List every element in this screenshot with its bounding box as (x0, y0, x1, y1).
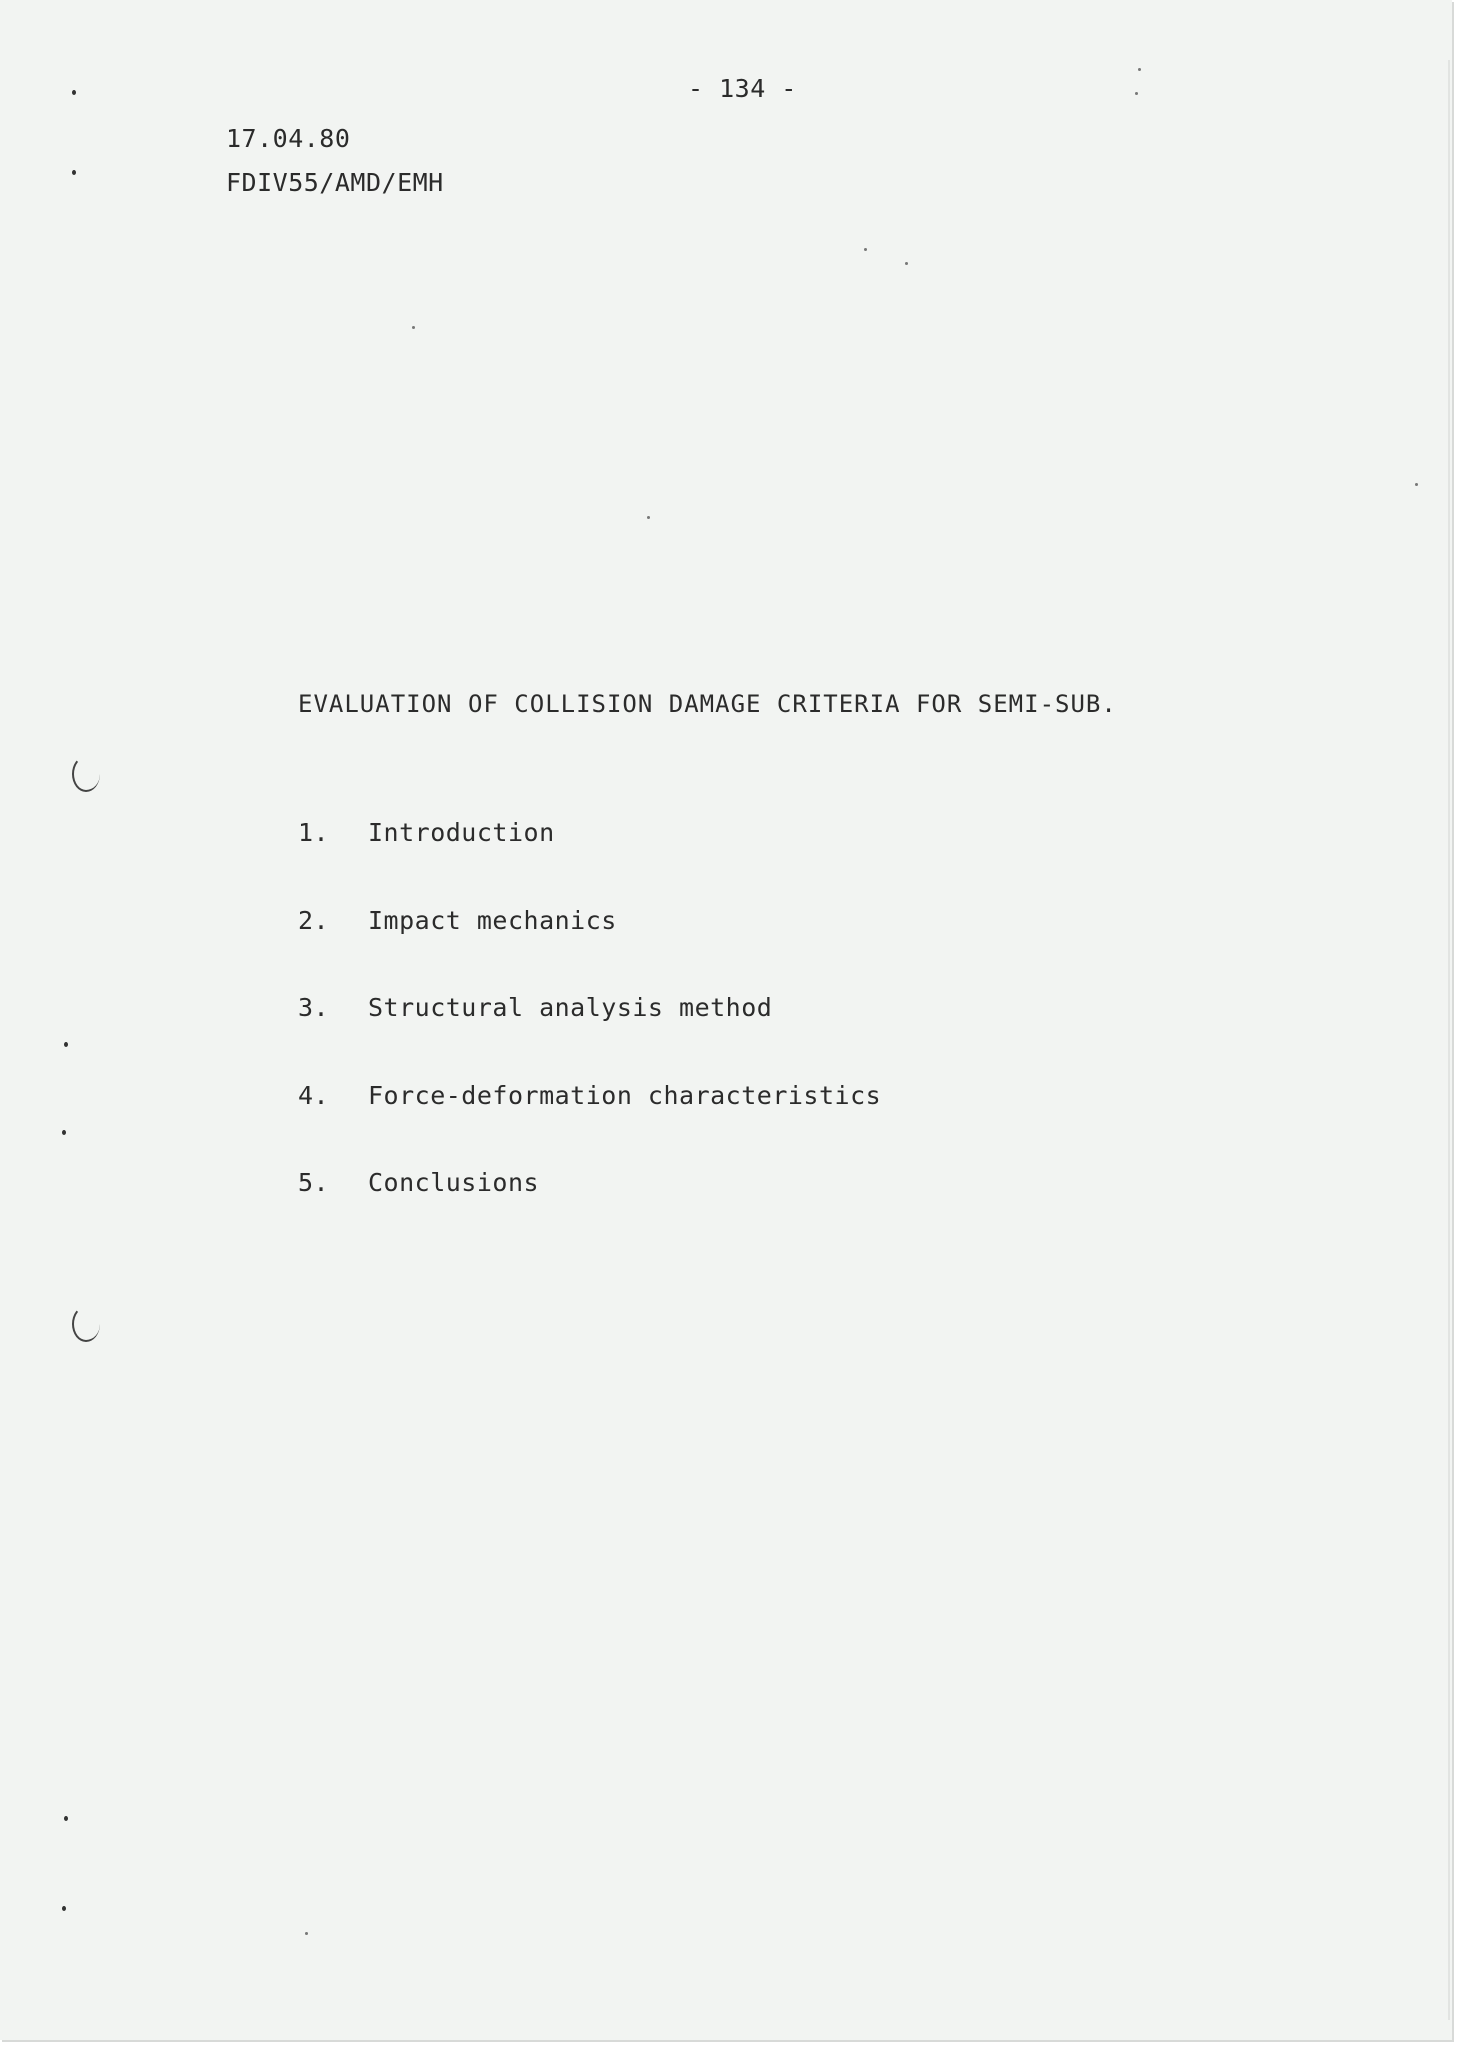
toc-item-label: Impact mechanics (368, 905, 617, 935)
table-of-contents (298, 818, 881, 1256)
margin-mark (62, 1130, 66, 1135)
document-reference: FDIV55/AMD/EMH (226, 168, 444, 197)
scan-speck (905, 262, 908, 265)
toc-item-label: Conclusions (368, 1168, 540, 1197)
toc-item-number: 5. (298, 1168, 330, 1197)
toc-item-introduction (298, 818, 881, 906)
scan-speck (647, 516, 650, 519)
toc-item-impact-mechanics (298, 906, 881, 994)
document-title: EVALUATION OF COLLISION DAMAGE CRITERIA FOR SEMI-SUB. (298, 690, 1117, 718)
punch-hole-mark (72, 756, 100, 792)
scan-speck (1135, 92, 1138, 95)
page-number: - 134 - (688, 74, 797, 103)
toc-item-number: 4. (298, 1080, 330, 1110)
toc-item-label: Force-deformation characteristics (368, 1080, 882, 1110)
toc-item-force-deformation (298, 1081, 881, 1169)
toc-item-number: 3. (298, 993, 330, 1022)
document-date: 17.04.80 (226, 124, 351, 153)
margin-mark (72, 170, 76, 175)
margin-mark (64, 1042, 68, 1047)
scan-speck (412, 326, 415, 329)
margin-mark (64, 1816, 68, 1821)
margin-mark (62, 1906, 66, 1911)
toc-item-number: 1. (298, 818, 330, 847)
scan-speck (1138, 68, 1141, 71)
margin-mark (72, 90, 76, 95)
punch-hole-mark (72, 1306, 100, 1342)
toc-item-label: Introduction (368, 818, 555, 847)
scan-speck (305, 1932, 308, 1935)
toc-item-number: 2. (298, 905, 330, 935)
scan-speck (864, 248, 867, 251)
toc-item-conclusions (298, 1168, 881, 1256)
toc-item-structural-analysis (298, 993, 881, 1081)
toc-item-label: Structural analysis method (368, 993, 773, 1022)
scan-speck (1415, 483, 1418, 486)
